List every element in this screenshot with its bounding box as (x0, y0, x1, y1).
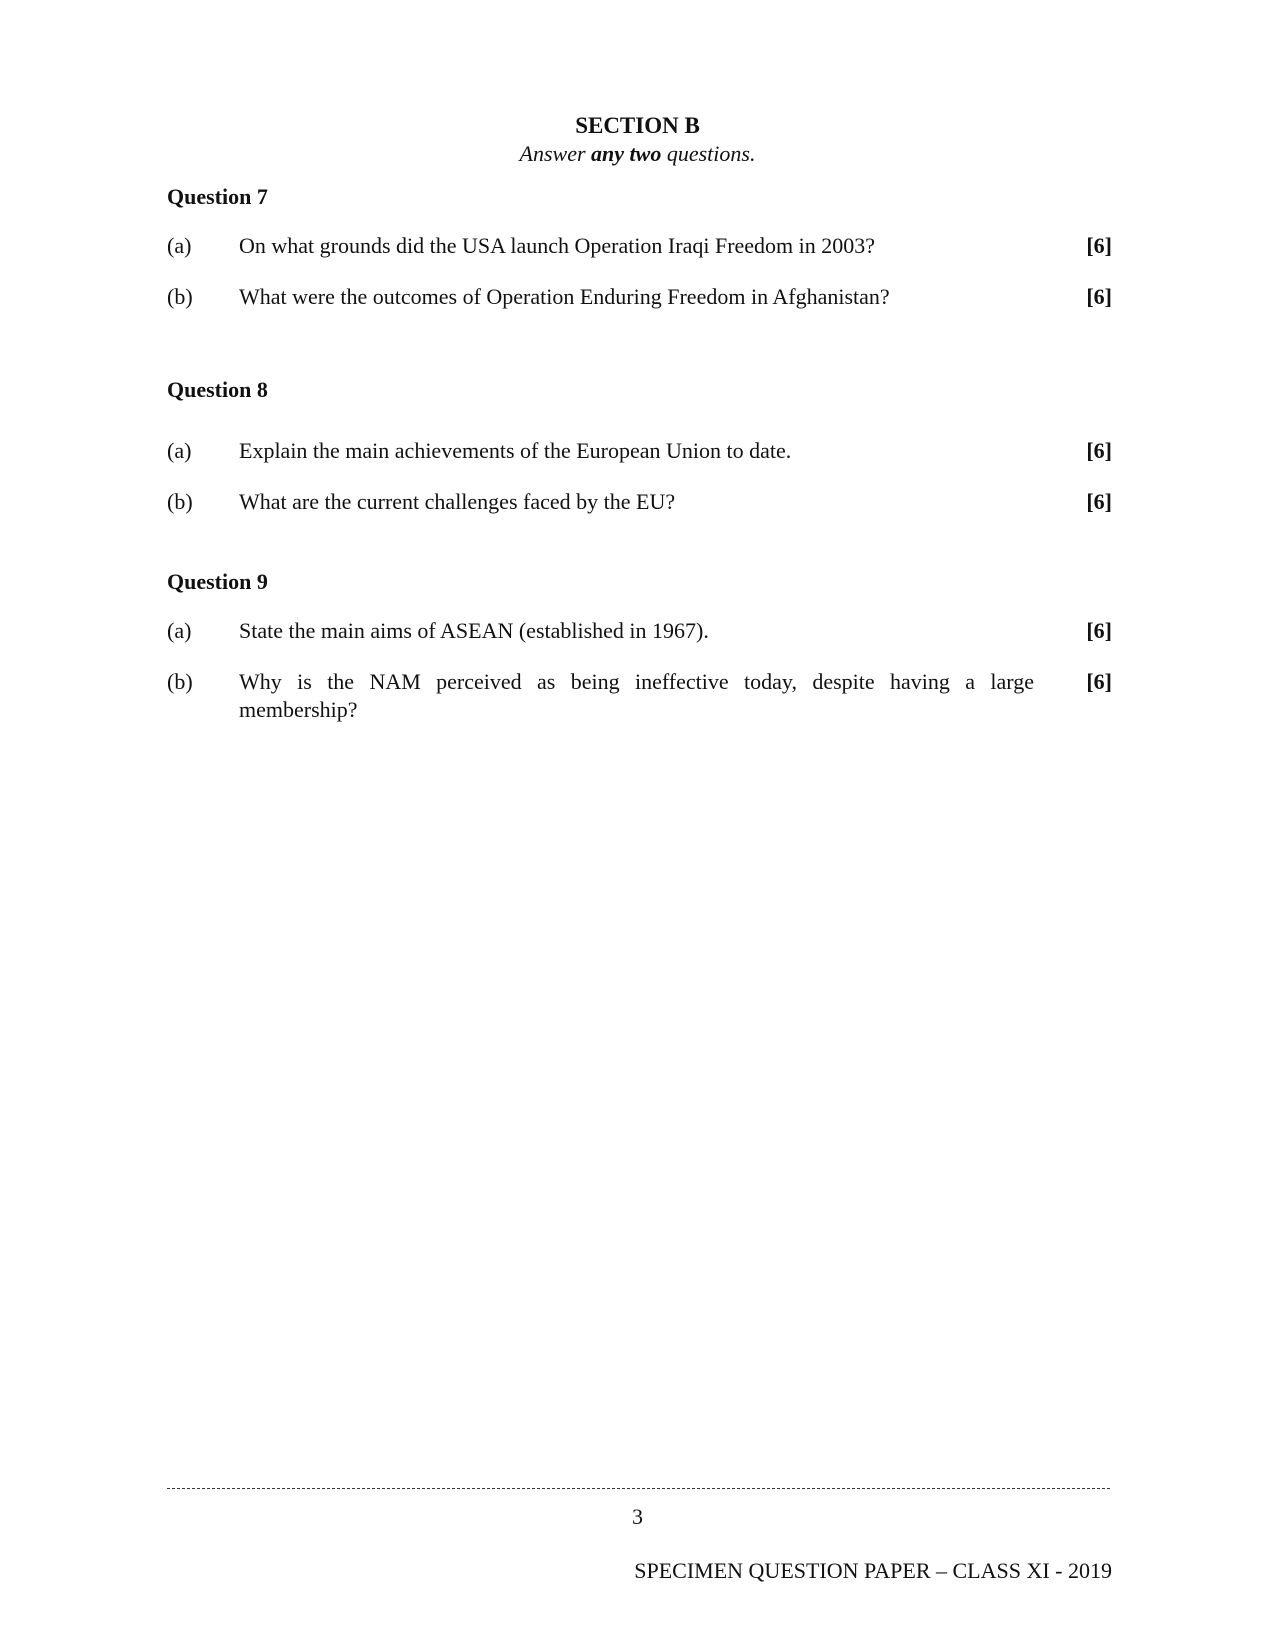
section-title: SECTION B (575, 113, 700, 138)
part-label: (a) (167, 438, 192, 463)
footer-title: SPECIMEN QUESTION PAPER – CLASS XI - 2019 (634, 1558, 1112, 1583)
instruction-post: questions. (661, 141, 756, 166)
footer-divider (167, 1488, 1110, 1489)
part-label: (b) (167, 489, 193, 514)
instruction-emphasis: any two (591, 141, 662, 166)
page-number: 3 (632, 1504, 643, 1529)
part-marks: [6] (1086, 438, 1112, 463)
part-text: On what grounds did the USA launch Operation Iraqi Freedom in 2003? (239, 233, 876, 258)
question-8-heading: Question 8 (167, 377, 268, 402)
question-9-heading: Question 9 (167, 569, 268, 594)
part-text: Explain the main achievements of the European Union to date. (239, 438, 792, 463)
part-label: (a) (167, 618, 192, 643)
part-label: (b) (167, 284, 193, 309)
part-text: What are the current challenges faced by the EU? (239, 489, 676, 514)
part-text: State the main aims of ASEAN (established in 1967). (239, 618, 709, 643)
instruction-pre: Answer (519, 141, 592, 166)
part-label: (b) (167, 669, 193, 694)
part-text: What were the outcomes of Operation Enduring Freedom in Afghanistan? (239, 284, 890, 309)
part-marks: [6] (1086, 489, 1112, 514)
part-marks: [6] (1086, 233, 1112, 258)
part-marks: [6] (1086, 618, 1112, 643)
part-marks: [6] (1086, 669, 1112, 694)
part-label: (a) (167, 233, 192, 258)
section-instruction (0, 140, 1275, 168)
part-text: Why is the NAM perceived as being ineffective today, despite having a large membership? (239, 669, 1034, 722)
question-7-heading: Question 7 (167, 184, 268, 209)
part-marks: [6] (1086, 284, 1112, 309)
